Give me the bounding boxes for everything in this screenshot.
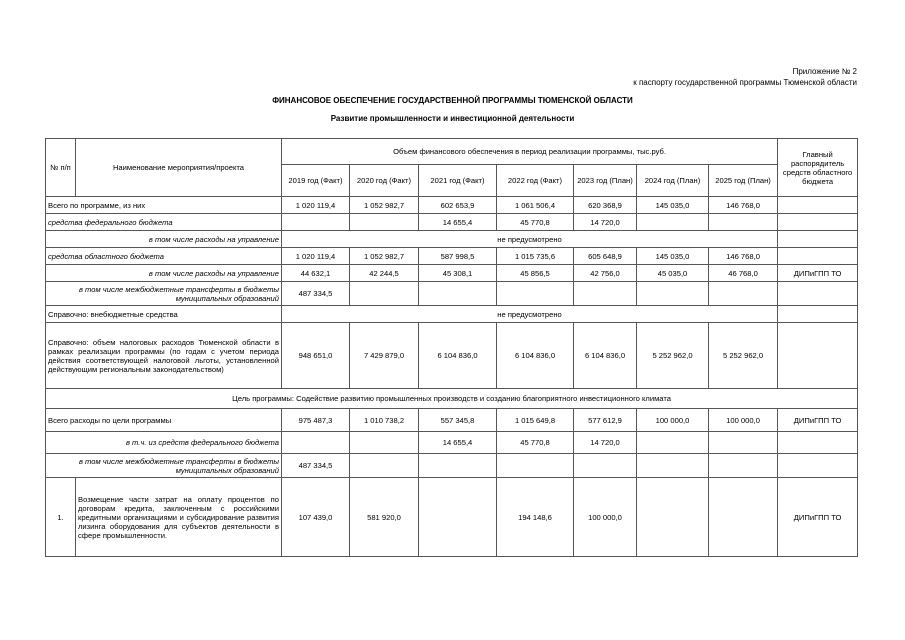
cell-value: 1 015 735,6 xyxy=(497,248,574,265)
cell-value: 605 648,9 xyxy=(574,248,637,265)
cell-value: 1 052 982,7 xyxy=(350,248,419,265)
cell-value: 14 655,4 xyxy=(419,432,497,454)
header-year: 2025 год (План) xyxy=(709,165,778,197)
cell-value: 1 020 119,4 xyxy=(282,248,350,265)
header-volume: Объем финансового обеспечения в период реализации программы, тыс.руб. xyxy=(282,139,778,165)
cell-value: 45 308,1 xyxy=(419,265,497,282)
cell-value: 46 768,0 xyxy=(709,265,778,282)
cell-value: 146 768,0 xyxy=(709,248,778,265)
cell-value: 145 035,0 xyxy=(637,248,709,265)
manager-cell: ДИПиГПП ТО xyxy=(778,409,858,432)
table-row xyxy=(46,389,858,409)
cell-value: 194 148,6 xyxy=(497,478,574,557)
table-row xyxy=(46,323,858,389)
header-year: 2024 год (План) xyxy=(637,165,709,197)
table-row xyxy=(46,306,858,323)
cell-value: 45 856,5 xyxy=(497,265,574,282)
program-goal: Цель программы: Содействие развитию промышленных производств и созданию благоприятного инвестиционного климата xyxy=(46,389,858,409)
header-name: Наименование мероприятия/проекта xyxy=(76,139,282,197)
cell-value: 1 010 738,2 xyxy=(350,409,419,432)
cell-value: 1 061 506,4 xyxy=(497,197,574,214)
row-label: в т.ч. из средств федерального бюджета xyxy=(46,432,282,454)
manager-cell: ДИПиГПП ТО xyxy=(778,265,858,282)
cell-value: 100 000,0 xyxy=(637,409,709,432)
cell-value: 487 334,5 xyxy=(282,282,350,306)
item-number: 1. xyxy=(46,478,76,557)
cell-value: 7 429 879,0 xyxy=(350,323,419,389)
cell-value: 948 651,0 xyxy=(282,323,350,389)
cell-value: 45 770,8 xyxy=(497,214,574,231)
cell-value: 6 104 836,0 xyxy=(419,323,497,389)
cell-value: 107 439,0 xyxy=(282,478,350,557)
header-year: 2020 год (Факт) xyxy=(350,165,419,197)
cell-value: 145 035,0 xyxy=(637,197,709,214)
header-year: 2019 год (Факт) xyxy=(282,165,350,197)
cell-value: 587 998,5 xyxy=(419,248,497,265)
row-label: в том числе расходы на управление xyxy=(46,265,282,282)
cell-value: 5 252 962,0 xyxy=(637,323,709,389)
row-label: Справочно: объем налоговых расходов Тюменской области в рамках реализации программы (по годам с учетом периода действия соответствующей налоговой льготы, установленной действующим региональным законодательством) xyxy=(46,323,282,389)
table-row xyxy=(46,248,858,265)
cell-value: 1 052 982,7 xyxy=(350,197,419,214)
cell-value: 45 770,8 xyxy=(497,432,574,454)
document-subtitle: Развитие промышленности и инвестиционной деятельности xyxy=(330,114,575,123)
cell-value: 146 768,0 xyxy=(709,197,778,214)
row-label: средства областного бюджета xyxy=(46,248,282,265)
table-row xyxy=(46,197,858,214)
row-label: Возмещение части затрат на оплату процентов по договорам кредита, заключенным с российскими кредитными организациями и субсидирование развития лизинга оборудования для субъектов деятельности в сфере промышленности. xyxy=(76,478,282,557)
row-label: средства федерального бюджета xyxy=(46,214,282,231)
cell-value: 42 756,0 xyxy=(574,265,637,282)
cell-value: 487 334,5 xyxy=(282,454,350,478)
cell-value: 42 244,5 xyxy=(350,265,419,282)
row-label: в том числе межбюджетные трансферты в бюджеты муниципальных образований xyxy=(46,282,282,306)
appendix-reference: к паспорту государственной программы Тюменской области xyxy=(633,78,857,87)
header-year: 2021 год (Факт) xyxy=(419,165,497,197)
table-row xyxy=(46,265,858,282)
row-label: в том числе межбюджетные трансферты в бюджеты муниципальных образований xyxy=(46,454,282,478)
not-provided-note: не предусмотрено xyxy=(282,306,778,323)
cell-value: 6 104 836,0 xyxy=(574,323,637,389)
cell-value: 602 653,9 xyxy=(419,197,497,214)
table-row xyxy=(46,454,858,478)
cell-value: 44 632,1 xyxy=(282,265,350,282)
cell-value: 581 920,0 xyxy=(350,478,419,557)
cell-value: 5 252 962,0 xyxy=(709,323,778,389)
financing-table xyxy=(45,138,858,557)
row-label: Всего по программе, из них xyxy=(46,197,282,214)
table-row xyxy=(46,478,858,557)
header-manager: Главный распорядитель средств областного бюджета xyxy=(778,139,858,197)
cell-value: 14 720,0 xyxy=(574,432,637,454)
document-title: ФИНАНСОВОЕ ОБЕСПЕЧЕНИЕ ГОСУДАРСТВЕННОЙ ПРОГРАММЫ ТЮМЕНСКОЙ ОБЛАСТИ xyxy=(272,96,633,105)
row-label: Справочно: внебюджетные средства xyxy=(46,306,282,323)
cell-value: 45 035,0 xyxy=(637,265,709,282)
header-year: 2023 год (План) xyxy=(574,165,637,197)
cell-value: 975 487,3 xyxy=(282,409,350,432)
table-row xyxy=(46,432,858,454)
cell-value: 14 720,0 xyxy=(574,214,637,231)
table-row xyxy=(46,409,858,432)
row-label: Всего расходы по цели программы xyxy=(46,409,282,432)
table-row xyxy=(46,231,858,248)
not-provided-note: не предусмотрено xyxy=(282,231,778,248)
row-label: в том числе расходы на управление xyxy=(46,231,282,248)
header-num: № п/п xyxy=(46,139,76,197)
cell-value: 557 345,8 xyxy=(419,409,497,432)
table-row xyxy=(46,214,858,231)
manager-cell: ДИПиГПП ТО xyxy=(778,478,858,557)
appendix-number: Приложение № 2 xyxy=(792,67,857,76)
cell-value: 577 612,9 xyxy=(574,409,637,432)
cell-value: 100 000,0 xyxy=(574,478,637,557)
cell-value: 1 020 119,4 xyxy=(282,197,350,214)
cell-value: 620 368,9 xyxy=(574,197,637,214)
table-row xyxy=(46,282,858,306)
cell-value: 1 015 649,8 xyxy=(497,409,574,432)
header-year: 2022 год (Факт) xyxy=(497,165,574,197)
cell-value: 6 104 836,0 xyxy=(497,323,574,389)
cell-value: 100 000,0 xyxy=(709,409,778,432)
cell-value: 14 655,4 xyxy=(419,214,497,231)
